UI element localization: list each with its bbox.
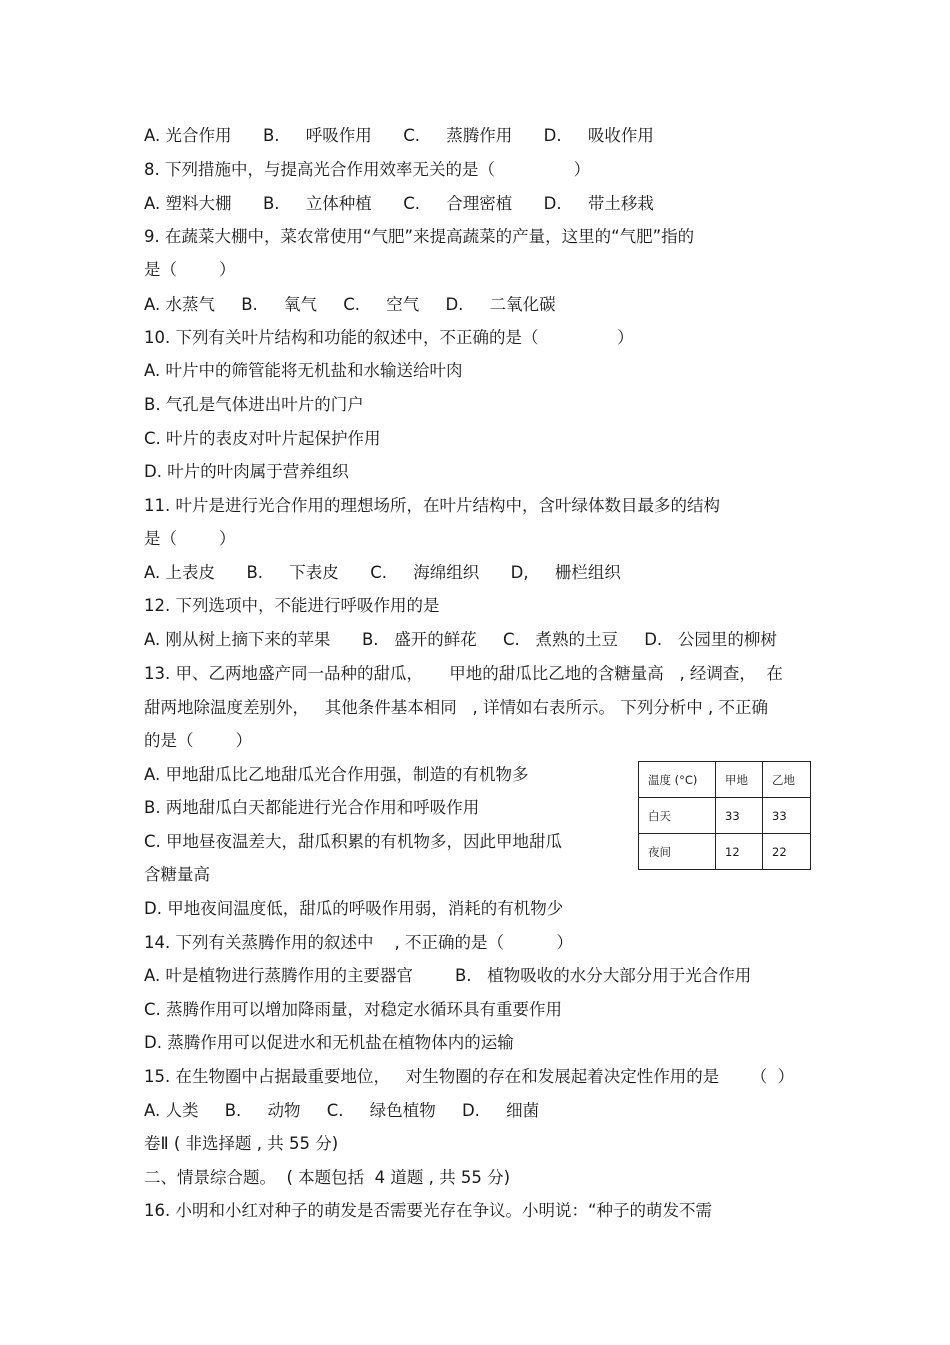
question-14: 14. 下列有关蒸腾作用的叙述中 , 不正确的是（ ）: [144, 933, 573, 952]
question-10: 10. 下列有关叶片结构和功能的叙述中，不正确的是（ ）: [144, 328, 634, 347]
question-13-end: 的是（ ）: [144, 731, 252, 750]
option-14d: D. 蒸腾作用可以促进水和无机盐在植物体内的运输: [144, 1033, 514, 1052]
option-13b: B. 两地甜瓜白天都能进行光合作用和呼吸作用: [144, 798, 480, 817]
question-12: 12. 下列选项中，不能进行呼吸作用的是: [144, 596, 440, 615]
question-13: 13. 甲、乙两地盛产同一品种的甜瓜， 甲地的甜瓜比乙地的含糖量高 , 经调查， 在: [144, 664, 783, 683]
table-cell: 12: [716, 834, 763, 870]
question-16: 16. 小明和小红对种子的萌发是否需要光存在争议。小明说：“种子的萌发不需: [144, 1201, 713, 1220]
option-13a: A. 甲地甜瓜比乙地甜瓜光合作用强，制造的有机物多: [144, 765, 529, 784]
question-9-cont: 是（ ）: [144, 260, 236, 279]
question-15: 15. 在生物圈中占据最重要地位， 对生物圈的存在和发展起着决定性作用的是 （ ）: [144, 1067, 795, 1086]
options-14ab: A. 叶是植物进行蒸腾作用的主要器官 B. 植物吸收的水分大部分用于光合作用: [144, 966, 752, 985]
question-9: 9. 在蔬菜大棚中，菜农常使用“气肥”来提高蔬菜的产量，这里的“气肥”指的: [144, 227, 695, 246]
option-10c: C. 叶片的表皮对叶片起保护作用: [144, 429, 381, 448]
question-11-cont: 是（ ）: [144, 529, 236, 548]
question-8: 8. 下列措施中，与提高光合作用效率无关的是（ ）: [144, 160, 591, 179]
table-header-cell: 甲地: [716, 762, 763, 798]
option-13d: D. 甲地夜间温度低，甜瓜的呼吸作用弱，消耗的有机物少: [144, 899, 564, 918]
answer-options-q9: A. 水蒸气 B. 氧气 C. 空气 D. 二氧化碳: [144, 295, 556, 314]
answer-options-q8: A. 塑料大棚 B. 立体种植 C. 合理密植 D. 带土移栽: [144, 194, 654, 213]
table-cell: 33: [763, 798, 811, 834]
question-13-cont: 甜两地除温度差别外， 其他条件基本相同 , 详情如右表所示。 下列分析中 , 不正确: [144, 698, 768, 717]
temperature-table: [638, 761, 811, 870]
table-row: [639, 798, 811, 834]
table-cell: 夜间: [639, 834, 716, 870]
section-2-title: 卷Ⅱ ( 非选择题 , 共 55 分): [144, 1134, 339, 1153]
option-10d: D. 叶片的叶肉属于营养组织: [144, 462, 349, 481]
option-13c: C. 甲地昼夜温差大，甜瓜积累的有机物多，因此甲地甜瓜: [144, 832, 563, 851]
table-header-cell: 乙地: [763, 762, 811, 798]
answer-options-q12: A. 刚从树上摘下来的苹果 B. 盛开的鲜花 C. 煮熟的土豆 D. 公园里的柳树: [144, 630, 777, 649]
table-header-cell: 温度 (°C): [639, 762, 716, 798]
option-10a: A. 叶片中的筛管能将无机盐和水输送给叶肉: [144, 361, 463, 380]
option-10b: B. 气孔是气体进出叶片的门户: [144, 395, 364, 414]
option-14c: C. 蒸腾作用可以增加降雨量，对稳定水循环具有重要作用: [144, 1000, 563, 1019]
table-header-row: [639, 762, 811, 798]
answer-options-q7: A. 光合作用 B. 呼吸作用 C. 蒸腾作用 D. 吸收作用: [144, 126, 654, 145]
option-13c-cont: 含糖量高: [144, 865, 210, 884]
answer-options-q11: A. 上表皮 B. 下表皮 C. 海绵组织 D, 栅栏组织: [144, 563, 621, 582]
table-row: [639, 834, 811, 870]
table-cell: 白天: [639, 798, 716, 834]
question-11: 11. 叶片是进行光合作用的理想场所，在叶片结构中，含叶绿体数目最多的结构: [144, 496, 720, 515]
section-heading: 二、情景综合题。 ( 本题包括 4 道题 , 共 55 分): [144, 1168, 511, 1187]
table-cell: 22: [763, 834, 811, 870]
answer-options-q15: A. 人类 B. 动物 C. 绿色植物 D. 细菌: [144, 1101, 540, 1120]
table-cell: 33: [716, 798, 763, 834]
